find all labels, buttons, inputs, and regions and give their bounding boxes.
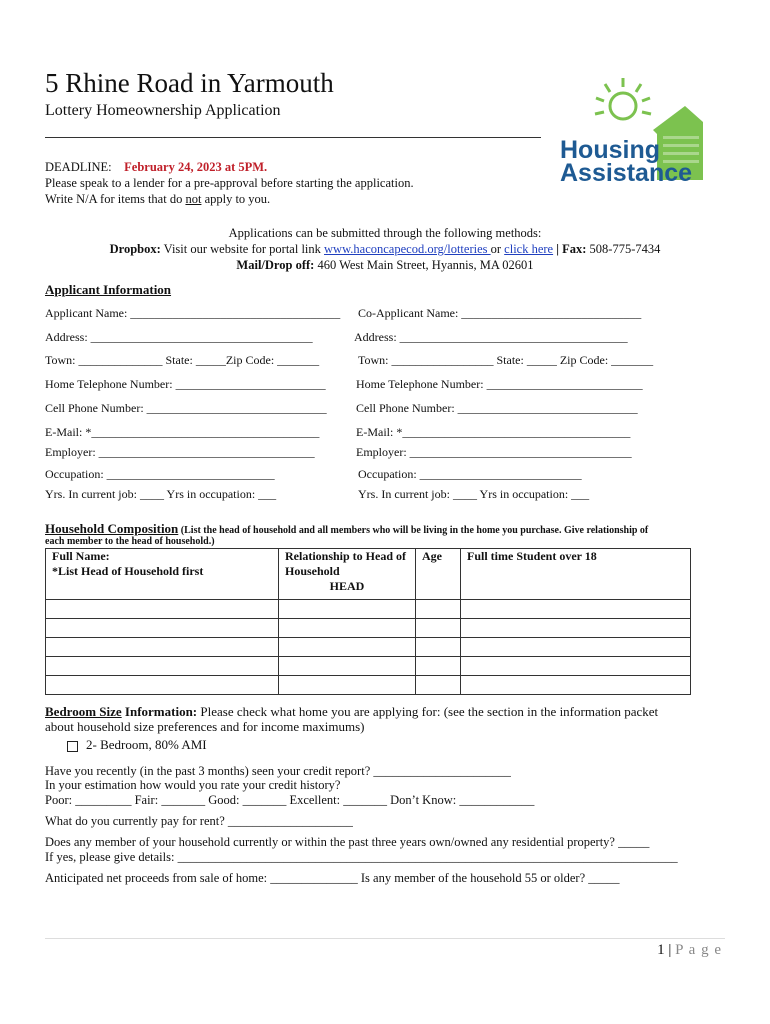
col-full-name: Full Name: *List Head of Household first (46, 549, 279, 600)
household-note: (List the head of household and all members who will be living in the home you purchase. Give relationship of (178, 525, 649, 536)
applicant-address-field[interactable]: Address: _____________________________________ (45, 330, 313, 344)
applicant-name-field[interactable]: Applicant Name: ___________________________________ (45, 306, 341, 320)
col-age: Age (416, 549, 461, 600)
click-here-link[interactable]: click here (504, 242, 554, 256)
bedroom-section-line2: about household size preferences and for income maximums) (45, 719, 365, 734)
na-note: Write N/A for items that do not apply to you. (45, 192, 271, 206)
proceeds-age-question[interactable]: Anticipated net proceeds from sale of home: ______________ Is any member of the household 55 or older? _____ (45, 871, 620, 885)
applicant-home-phone-field[interactable]: Home Telephone Number: _________________________ (45, 377, 326, 391)
applicant-email-field[interactable]: E-Mail: *______________________________________ (45, 425, 320, 439)
bedroom-option-2br[interactable] (67, 737, 207, 753)
table-row (46, 638, 691, 657)
coapplicant-cell-phone-field[interactable]: Cell Phone Number: ______________________________ (356, 401, 638, 415)
table-header-row (46, 549, 691, 600)
coapplicant-occupation-field[interactable]: Occupation: ___________________________ (358, 467, 582, 481)
deadline-label: DEADLINE: (45, 160, 112, 174)
applicant-cell-phone-field[interactable]: Cell Phone Number: ______________________________ (45, 401, 327, 415)
property-details-field[interactable]: If yes, please give details: ________________________________________________________________________________ (45, 850, 678, 864)
deadline-date: February 24, 2023 at 5PM. (124, 160, 268, 174)
applicant-employer-field[interactable]: Employer: ____________________________________ (45, 445, 315, 459)
table-row (46, 619, 691, 638)
logo-text-housing: Housing (560, 136, 660, 164)
deadline-line (45, 160, 267, 175)
applicant-occupation-field[interactable]: Occupation: ____________________________ (45, 467, 275, 481)
title-divider (45, 137, 541, 138)
mail-line: Mail/Drop off: 460 West Main Street, Hyannis, MA 02601 (236, 258, 534, 272)
table-row (46, 676, 691, 695)
logo-text-assistance: Assistance (560, 159, 693, 187)
coapplicant-address-field[interactable]: Address: ______________________________________ (354, 330, 628, 344)
credit-rating-options[interactable]: Poor: _________ Fair: _______ Good: _______ Excellent: _______ Don’t Know: ____________ (45, 793, 535, 807)
coapplicant-home-phone-field[interactable]: Home Telephone Number: __________________________ (356, 377, 643, 391)
household-note-line2: each member to the head of household.) (45, 536, 215, 547)
applicant-years-field[interactable]: Yrs. In current job: ____ Yrs in occupation: ___ (45, 487, 277, 501)
household-table (45, 548, 691, 695)
coapplicant-email-field[interactable]: E-Mail: *______________________________________ (356, 425, 631, 439)
page-title: 5 Rhine Road in Yarmouth (45, 68, 334, 98)
bedroom-section-line1: Bedroom Size Information: Please check what home you are applying for: (see the section in the information packet (45, 704, 659, 719)
bedroom-section-title: Bedroom Size (45, 704, 122, 719)
dropbox-line: Dropbox: Visit our website for portal link www.haconcapecod.org/lotteries or click here | Fax: 508-775-7434 (109, 242, 661, 256)
head-label: HEAD (329, 579, 365, 593)
col-relationship: Relationship to Head of Household HEAD (279, 549, 416, 600)
coapplicant-years-field[interactable]: Yrs. In current job: ____ Yrs in occupation: ___ (358, 487, 590, 501)
applicant-town-field[interactable]: Town: ______________ State: _____Zip Code: _______ (45, 353, 320, 367)
applicant-section-title: Applicant Information (45, 282, 172, 297)
credit-history-question: In your estimation how would you rate your credit history? (45, 778, 341, 792)
page-subtitle: Lottery Homeownership Application (45, 102, 281, 119)
coapplicant-name-field[interactable]: Co-Applicant Name: ______________________________ (358, 306, 642, 320)
credit-report-question[interactable]: Have you recently (in the past 3 months) seen your credit report? ______________________ (45, 764, 511, 778)
col-student: Full time Student over 18 (461, 549, 691, 600)
submission-intro: Applications can be submitted through the following methods: (228, 226, 542, 240)
table-row (46, 600, 691, 619)
bedroom-checkbox[interactable] (67, 741, 78, 752)
footer-divider (45, 938, 725, 939)
rent-question[interactable]: What do you currently pay for rent? ____________________ (45, 814, 353, 828)
coapplicant-employer-field[interactable]: Employer: _____________________________________ (356, 445, 632, 459)
household-section-title: Household Composition (45, 521, 179, 536)
lotteries-link[interactable]: www.haconcapecod.org/lotteries (324, 242, 491, 256)
page-number: 1 | P a g e (657, 942, 722, 958)
table-row (46, 657, 691, 676)
bedroom-option-label: 2- Bedroom, 80% AMI (86, 737, 207, 752)
housing-assistance-logo (553, 72, 713, 190)
preapproval-note: Please speak to a lender for a pre-approval before starting the application. (45, 176, 414, 190)
coapplicant-town-field[interactable]: Town: _________________ State: _____ Zip Code: _______ (358, 353, 654, 367)
property-question[interactable]: Does any member of your household currently or within the past three years own/owned any residential property? _____ (45, 835, 650, 849)
